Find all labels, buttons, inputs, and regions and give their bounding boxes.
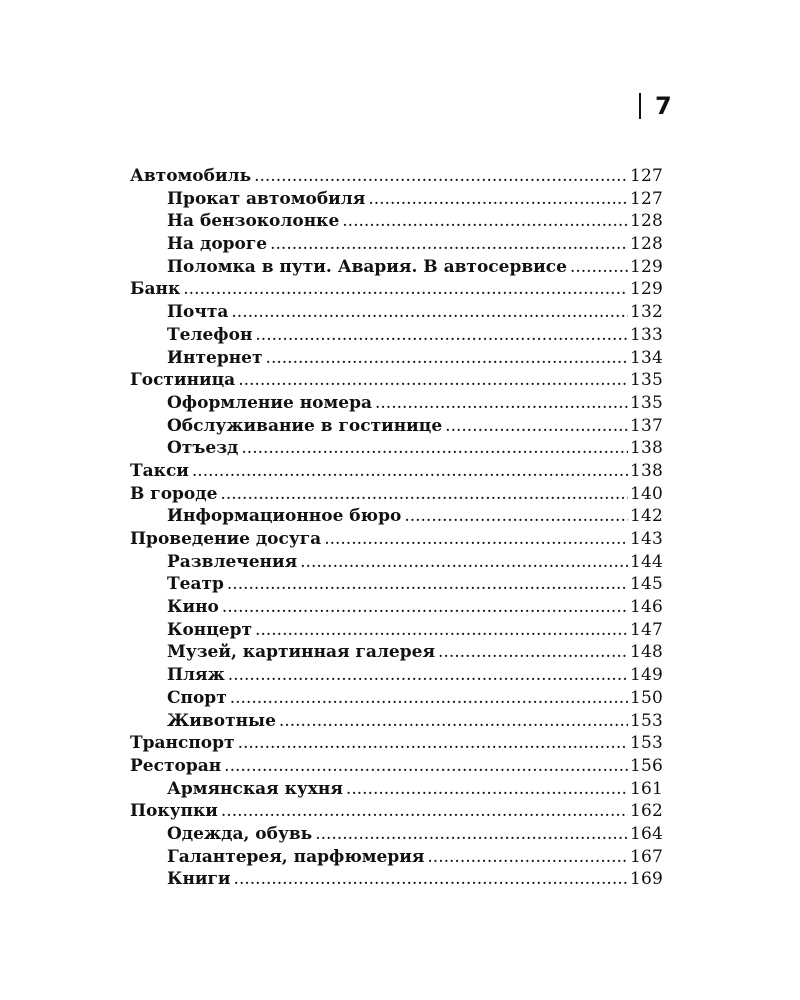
toc-dot-leader xyxy=(228,664,628,687)
toc-entry-page-number: 146 xyxy=(629,597,663,618)
toc-entry-page-number: 147 xyxy=(629,619,663,640)
toc-dot-leader xyxy=(427,846,628,869)
toc-section-entry xyxy=(130,369,663,392)
toc-dot-leader xyxy=(234,868,628,891)
toc-section-entry xyxy=(130,528,663,551)
toc-dot-leader xyxy=(342,210,628,233)
toc-dot-leader xyxy=(279,710,628,733)
toc-dot-leader xyxy=(368,188,628,211)
toc-entry-title: Гостиница xyxy=(130,370,236,391)
toc-entry-title: Автомобиль xyxy=(130,166,252,186)
toc-subsection-entry xyxy=(130,868,663,891)
toc-section-entry xyxy=(130,278,663,301)
toc-entry-title: Животные xyxy=(167,710,276,731)
toc-entry-page-number: 167 xyxy=(629,846,663,867)
toc-subsection-entry xyxy=(130,551,663,574)
toc-entry-page-number: 145 xyxy=(629,574,663,595)
toc-entry-page-number: 129 xyxy=(629,279,663,300)
toc-entry-page-number: 142 xyxy=(629,506,663,527)
toc-entry-title: Покупки xyxy=(130,801,218,822)
toc-entry-page-number: 162 xyxy=(629,801,663,822)
toc-entry-title: Проведение досуга xyxy=(130,529,322,549)
toc-dot-leader xyxy=(270,233,628,256)
toc-entry-page-number: 138 xyxy=(629,438,663,459)
toc-subsection-entry xyxy=(130,664,663,687)
toc-subsection-entry xyxy=(130,210,663,233)
toc-subsection-entry xyxy=(130,256,663,279)
toc-entry-page-number: 134 xyxy=(629,347,663,368)
toc-dot-leader xyxy=(183,278,628,301)
toc-dot-leader xyxy=(238,732,628,755)
toc-entry-title: Отъезд xyxy=(167,438,239,459)
toc-section-entry xyxy=(130,800,663,823)
toc-dot-leader xyxy=(254,165,628,188)
toc-entry-title: Обслуживание в гостинице xyxy=(167,415,443,436)
toc-dot-leader xyxy=(222,596,628,619)
toc-entry-title: На дороге xyxy=(167,234,268,255)
toc-section-entry xyxy=(130,460,663,483)
toc-entry-title: Концерт xyxy=(167,619,253,640)
toc-dot-leader xyxy=(220,483,628,506)
toc-entry-page-number: 133 xyxy=(629,324,663,345)
toc-entry-page-number: 140 xyxy=(629,483,663,504)
toc-dot-leader xyxy=(266,347,628,370)
toc-entry-title: Такси xyxy=(130,460,189,481)
toc-entry-page-number: 143 xyxy=(629,529,663,549)
toc-entry-title: Интернет xyxy=(167,347,263,368)
toc-entry-title: Театр xyxy=(167,574,224,595)
toc-dot-leader xyxy=(375,392,628,415)
toc-entry-title: Армянская кухня xyxy=(167,778,343,799)
toc-entry-title: Оформление номера xyxy=(167,392,372,413)
toc-entry-page-number: 127 xyxy=(629,166,663,186)
page-number-divider xyxy=(639,93,641,119)
toc-entry-title: Поломка в пути. Авария. В автосервисе xyxy=(167,256,567,277)
toc-entry-page-number: 128 xyxy=(629,211,663,232)
toc-dot-leader xyxy=(570,256,628,279)
toc-dot-leader xyxy=(324,528,628,551)
toc-entry-page-number: 135 xyxy=(629,370,663,391)
toc-entry-title: Банк xyxy=(130,279,181,300)
toc-subsection-entry xyxy=(130,846,663,869)
toc-entry-title: Книги xyxy=(167,869,231,890)
toc-entry-page-number: 138 xyxy=(629,460,663,481)
toc-subsection-entry xyxy=(130,710,663,733)
toc-entry-page-number: 169 xyxy=(629,869,663,890)
toc-entry-page-number: 149 xyxy=(629,665,663,686)
toc-subsection-entry xyxy=(130,596,663,619)
toc-entry-page-number: 153 xyxy=(629,710,663,731)
toc-entry-title: Одежда, обувь xyxy=(167,823,313,844)
table-of-contents xyxy=(130,165,663,891)
toc-dot-leader xyxy=(445,415,628,438)
toc-dot-leader xyxy=(255,619,628,642)
toc-entry-page-number: 129 xyxy=(629,256,663,277)
toc-subsection-entry xyxy=(130,778,663,801)
page-number-value: 7 xyxy=(655,92,672,120)
toc-section-entry xyxy=(130,483,663,506)
toc-entry-page-number: 156 xyxy=(629,755,663,776)
toc-subsection-entry xyxy=(130,188,663,211)
toc-dot-leader xyxy=(230,687,628,710)
toc-dot-leader xyxy=(315,823,628,846)
toc-entry-title: Прокат автомобиля xyxy=(167,188,366,209)
toc-subsection-entry xyxy=(130,324,663,347)
toc-entry-title: Ресторан xyxy=(130,755,222,776)
page-number xyxy=(639,93,672,119)
toc-entry-page-number: 153 xyxy=(629,733,663,754)
toc-entry-page-number: 127 xyxy=(629,188,663,209)
toc-subsection-entry xyxy=(130,392,663,415)
toc-entry-title: В городе xyxy=(130,483,218,504)
toc-subsection-entry xyxy=(130,415,663,438)
toc-dot-leader xyxy=(192,460,628,483)
toc-subsection-entry xyxy=(130,619,663,642)
toc-entry-title: Пляж xyxy=(167,665,225,686)
toc-entry-title: Транспорт xyxy=(130,733,235,754)
toc-entry-page-number: 128 xyxy=(629,234,663,255)
toc-subsection-entry xyxy=(130,437,663,460)
toc-entry-title: Почта xyxy=(167,302,229,323)
toc-dot-leader xyxy=(404,505,628,528)
toc-entry-title: Спорт xyxy=(167,687,227,708)
toc-entry-title: Музей, картинная галерея xyxy=(167,642,436,663)
toc-entry-page-number: 150 xyxy=(629,687,663,708)
toc-dot-leader xyxy=(438,641,628,664)
toc-subsection-entry xyxy=(130,233,663,256)
toc-entry-title: Кино xyxy=(167,597,219,618)
toc-dot-leader xyxy=(221,800,628,823)
toc-entry-title: На бензоколонке xyxy=(167,211,340,232)
toc-section-entry xyxy=(130,755,663,778)
toc-entry-page-number: 132 xyxy=(629,302,663,323)
toc-subsection-entry xyxy=(130,823,663,846)
toc-dot-leader xyxy=(231,301,628,324)
toc-dot-leader xyxy=(227,573,628,596)
toc-subsection-entry xyxy=(130,641,663,664)
toc-entry-page-number: 135 xyxy=(629,392,663,413)
toc-entry-page-number: 137 xyxy=(629,415,663,436)
toc-dot-leader xyxy=(241,437,628,460)
toc-entry-page-number: 148 xyxy=(629,642,663,663)
toc-dot-leader xyxy=(346,778,628,801)
toc-subsection-entry xyxy=(130,301,663,324)
toc-entry-title: Телефон xyxy=(167,324,253,345)
toc-section-entry xyxy=(130,165,663,188)
toc-entry-page-number: 144 xyxy=(629,551,663,572)
toc-subsection-entry xyxy=(130,505,663,528)
toc-entry-title: Информационное бюро xyxy=(167,506,402,527)
toc-dot-leader xyxy=(224,755,628,778)
toc-entry-title: Развлечения xyxy=(167,551,298,572)
toc-subsection-entry xyxy=(130,687,663,710)
toc-section-entry xyxy=(130,732,663,755)
toc-dot-leader xyxy=(300,551,628,574)
toc-subsection-entry xyxy=(130,347,663,370)
toc-subsection-entry xyxy=(130,573,663,596)
toc-dot-leader xyxy=(255,324,628,347)
toc-entry-page-number: 161 xyxy=(629,778,663,799)
toc-entry-page-number: 164 xyxy=(629,823,663,844)
toc-entry-title: Галантерея, парфюмерия xyxy=(167,846,425,867)
toc-dot-leader xyxy=(238,369,628,392)
